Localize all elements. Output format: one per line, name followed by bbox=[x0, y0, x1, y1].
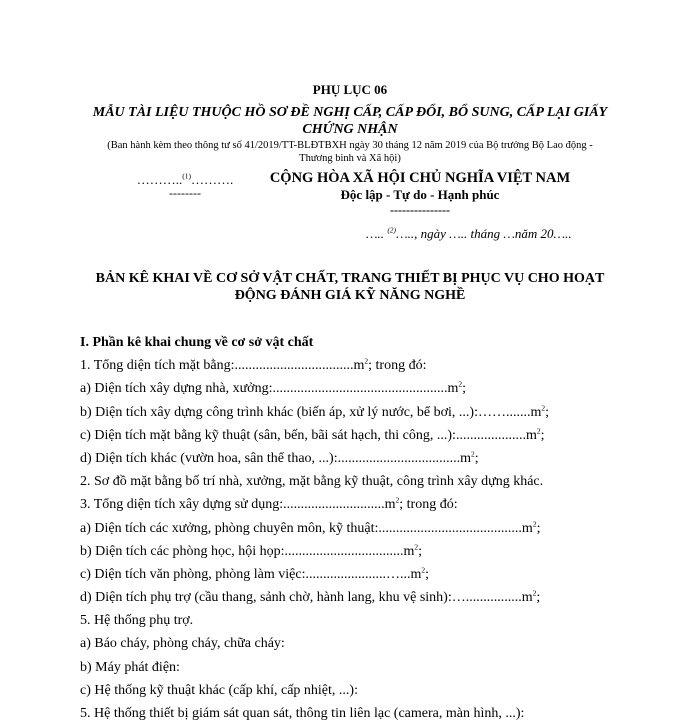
declaration-line bbox=[80, 517, 660, 540]
declaration-line bbox=[80, 679, 660, 702]
place-dots: ….. bbox=[366, 226, 388, 241]
line-tail: ; bbox=[418, 543, 423, 559]
issuance-note-line-1: (Ban hành kèm theo thông tư số 41/2019/TT-BLĐTBXH ngày 30 tháng 12 năm 2019 của Bộ trưởng Bộ Lao động - bbox=[107, 140, 593, 151]
unit-exponent: 2 bbox=[421, 565, 426, 575]
declaration-body bbox=[80, 331, 660, 725]
line-text: b) Máy phát điện: bbox=[80, 659, 180, 675]
place-date-line bbox=[366, 226, 572, 242]
declaration-line bbox=[80, 401, 660, 424]
place-footnote-ref: (2) bbox=[387, 225, 397, 235]
line-text: b) Diện tích các phòng học, hội họp:..................................m bbox=[80, 543, 415, 559]
declaration-line bbox=[80, 354, 660, 377]
section-heading: I. Phần kê khai chung về cơ sở vật chất bbox=[80, 335, 314, 350]
line-tail: ; bbox=[536, 590, 541, 606]
declaration-line bbox=[80, 632, 660, 655]
declaration-line bbox=[80, 586, 660, 609]
national-title: CỘNG HÒA XÃ HỘI CHỦ NGHĨA VIỆT NAM bbox=[269, 170, 571, 186]
org-footnote-ref: (1) bbox=[182, 171, 191, 181]
declaration-line bbox=[80, 609, 660, 632]
unit-exponent: 2 bbox=[536, 426, 541, 436]
line-text: 5. Hệ thống thiết bị giám sát quan sát, thông tin liên lạc (camera, màn hình, ...): bbox=[80, 706, 525, 721]
form-title bbox=[0, 104, 700, 138]
declaration-title bbox=[0, 270, 700, 304]
line-tail: ; trong đó: bbox=[399, 497, 458, 513]
form-title-line-1: MẪU TÀI LIỆU THUỘC HỒ SƠ ĐỀ NGHỊ CẤP, CẤP ĐỔI, BỔ SUNG, CẤP LẠI GIẤY bbox=[92, 105, 608, 120]
declaration-title-line-2: ĐỘNG ĐÁNH GIÁ KỸ NĂNG NGHỀ bbox=[234, 288, 466, 303]
unit-exponent: 2 bbox=[414, 542, 419, 552]
date-text: ….., ngày ….. tháng …năm 20….. bbox=[396, 226, 572, 241]
line-tail: ; bbox=[536, 520, 541, 536]
declaration-line bbox=[80, 470, 660, 493]
line-tail: ; bbox=[474, 450, 479, 466]
org-dots-before: ……….. bbox=[136, 172, 183, 187]
motto-underline: --------------- bbox=[390, 203, 450, 217]
unit-exponent: 2 bbox=[532, 518, 537, 528]
line-tail: ; bbox=[425, 566, 430, 582]
declaration-line bbox=[80, 540, 660, 563]
line-text: c) Diện tích mặt bằng kỹ thuật (sân, bến, bãi sát hạch, thi công, ...):....................m bbox=[80, 427, 537, 443]
declaration-line bbox=[80, 493, 660, 516]
declaration-line bbox=[80, 447, 660, 470]
declaration-title-line-1: BẢN KÊ KHAI VỀ CƠ SỞ VẬT CHẤT, TRANG THIẾT BỊ PHỤC VỤ CHO HOẠT bbox=[95, 271, 605, 286]
line-text: a) Báo cháy, phòng cháy, chữa cháy: bbox=[80, 636, 285, 652]
declaration-line bbox=[80, 656, 660, 679]
line-tail: ; trong đó: bbox=[368, 358, 427, 374]
org-dots-after: ………. bbox=[191, 172, 234, 187]
line-tail: ; bbox=[462, 381, 467, 397]
line-text: c) Diện tích văn phòng, phòng làm việc:.......................…...m bbox=[80, 566, 422, 582]
declaration-line bbox=[80, 563, 660, 586]
issuance-note-line-2: Thương binh và Xã hội) bbox=[299, 153, 401, 164]
unit-exponent: 2 bbox=[364, 356, 369, 366]
line-text: c) Hệ thống kỹ thuật khác (cấp khí, cấp nhiệt, ...): bbox=[80, 682, 358, 698]
line-tail: ; bbox=[540, 427, 545, 443]
line-text: a) Diện tích các xưởng, phòng chuyên môn, kỹ thuật:.........................................m bbox=[80, 520, 533, 536]
unit-exponent: 2 bbox=[532, 588, 537, 598]
unit-exponent: 2 bbox=[395, 495, 400, 505]
line-text: 5. Hệ thống phụ trợ. bbox=[80, 613, 194, 629]
issuance-note bbox=[0, 139, 700, 165]
declaration-line bbox=[80, 424, 660, 447]
appendix-number: PHỤ LỤC 06 bbox=[312, 82, 388, 97]
line-text: 2. Sơ đồ mặt bằng bố trí nhà, xưởng, mặt bằng kỹ thuật, công trình xây dựng khác. bbox=[80, 474, 544, 490]
line-text: d) Diện tích phụ trợ (cầu thang, sảnh chờ, hành lang, khu vệ sinh):…................m bbox=[80, 590, 533, 606]
organization-underline: -------- bbox=[169, 186, 201, 200]
line-text: 3. Tổng diện tích xây dựng sử dụng:.............................m bbox=[80, 497, 396, 513]
line-text: 1. Tổng diện tích mặt bằng:..................................m bbox=[80, 358, 365, 374]
line-text: a) Diện tích xây dựng nhà, xưởng:..................................................m bbox=[80, 381, 459, 397]
unit-exponent: 2 bbox=[458, 379, 463, 389]
unit-exponent: 2 bbox=[541, 402, 546, 412]
national-motto: Độc lập - Tự do - Hạnh phúc bbox=[340, 187, 500, 202]
declaration-line bbox=[80, 377, 660, 400]
unit-exponent: 2 bbox=[470, 449, 475, 459]
line-tail: ; bbox=[545, 404, 550, 420]
line-text: d) Diện tích khác (vườn hoa, sân thể thao, ...):...................................m bbox=[80, 450, 471, 466]
declaration-lines bbox=[80, 354, 660, 725]
declaration-line bbox=[80, 702, 660, 725]
line-text: b) Diện tích xây dựng công trình khác (biến áp, xử lý nước, bể bơi, ...):…….......m bbox=[80, 404, 542, 420]
form-title-line-2: CHỨNG NHẬN bbox=[302, 122, 398, 137]
